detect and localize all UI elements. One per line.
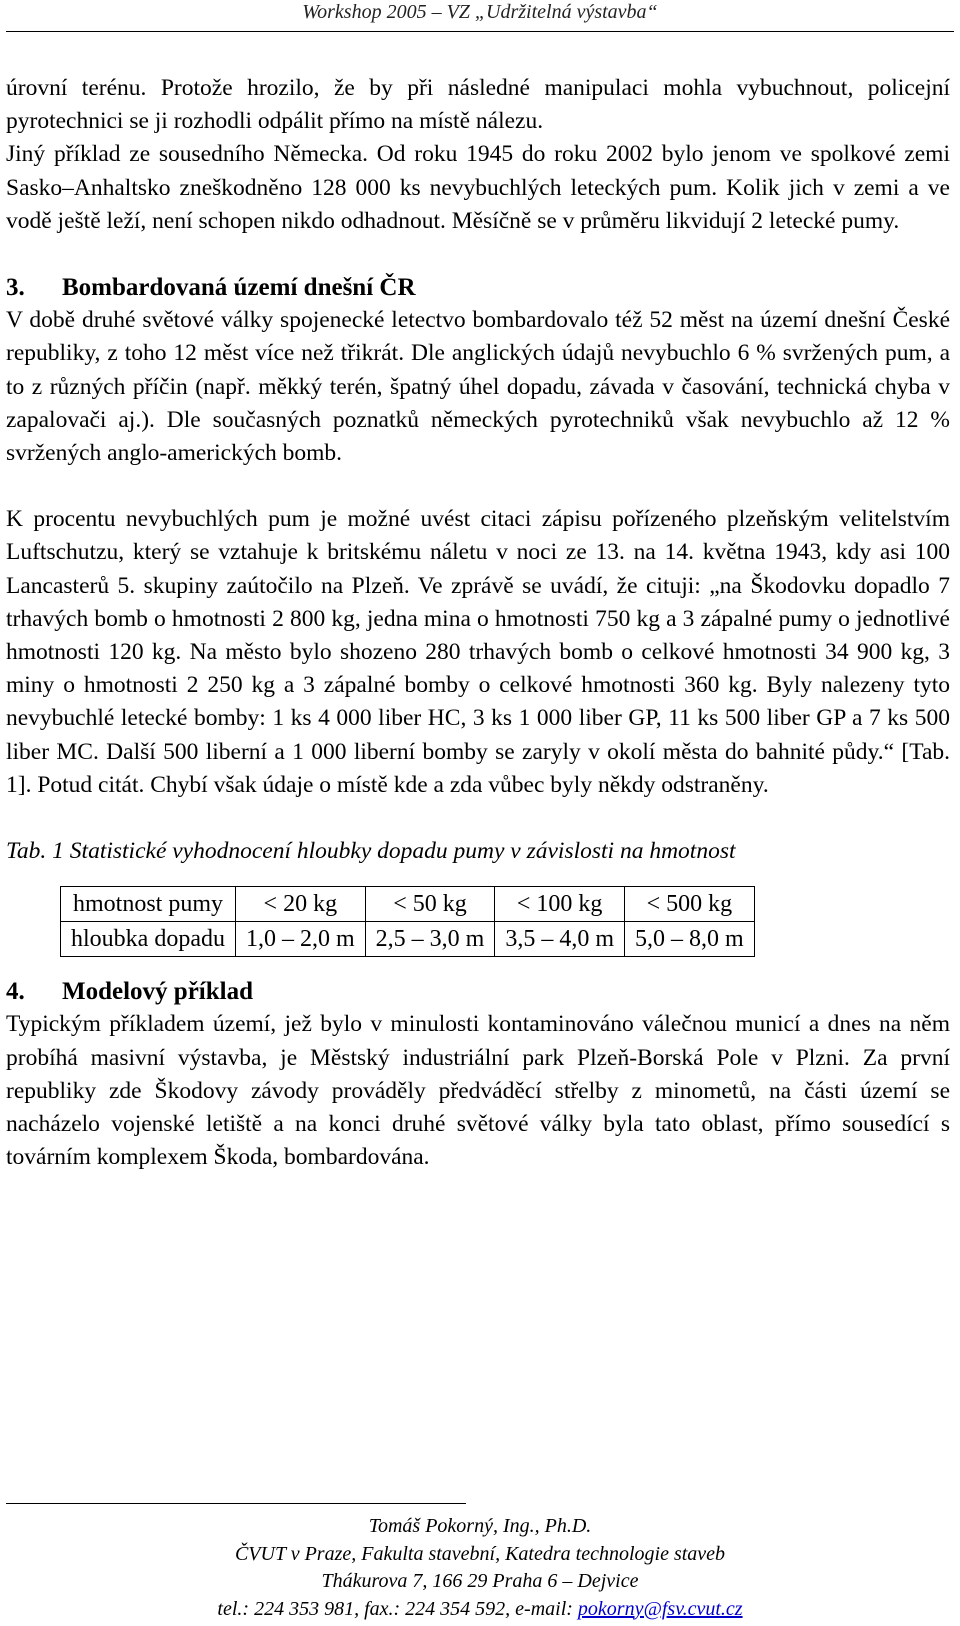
- section-4-title: Modelový příklad: [62, 978, 253, 1006]
- section-3-heading: [6, 271, 950, 304]
- impact-depth-table: [60, 886, 755, 957]
- table-row: [61, 887, 755, 922]
- table-cell: hloubka dopadu: [61, 922, 236, 957]
- header-rule: [6, 31, 954, 32]
- table-cell: < 500 kg: [625, 887, 755, 922]
- running-header: Workshop 2005 – VZ „Udržitelná výstavba“: [302, 1, 658, 23]
- email-link[interactable]: pokorny@fsv.cvut.cz: [577, 1597, 743, 1620]
- table-cell: < 100 kg: [495, 887, 625, 922]
- footer-contact-text: tel.: 224 353 981, fax.: 224 354 592, e-mail:: [217, 1597, 578, 1620]
- table-cell: 1,0 – 2,0 m: [235, 922, 365, 957]
- table-cell: < 20 kg: [235, 887, 365, 922]
- section-3-number: 3.: [6, 274, 25, 302]
- paragraph-germany: Jiný příklad ze sousedního Německa. Od roku 1945 do roku 2002 bylo jenom ve spolkové zemi Sasko–Anhaltsko zneškodněno 128 000 ks nevybuchlých leteckých pum. Kolik jich v zemi a ve vodě ještě leží, není schopen nikdo odhadnout. Měsíčně se v průměru likvidují 2 letecké pumy.: [6, 141, 950, 234]
- table-cell: hmotnost pumy: [61, 887, 236, 922]
- body-text: [6, 72, 950, 1174]
- spacer: [6, 802, 950, 835]
- footer-author: Tomáš Pokorný, Ing., Ph.D.: [368, 1515, 592, 1537]
- footer-affiliation: ČVUT v Praze, Fakulta stavební, Katedra technologie staveb: [234, 1542, 726, 1565]
- section-3-paragraph-2: K procentu nevybuchlých pum je možné uvést citaci zápisu pořízeného plzeňským velitelstvím Luftschutzu, který se vztahuje k britskému náletu v noci ze 13. na 14. května 1943, kdy asi 100 Lancasterů 5. skupiny zaútočilo na Plzeň. Ve zprávě se uvádí, že cituji: „na Škodovku dopadlo 7 trhavých bomb o hmotnosti 2 800 kg, jedna mina o hmotnosti 750 kg a 3 zápalné pumy o jednotlivé hmotnosti 120 kg. Na město bylo shozeno 280 trhavých bomb o celkové hmotnosti 34 900 kg, 3 miny o hmotnosti 2 250 kg a 3 zápalné bomby o celkové hmotnosti 360 kg. Byly nalezeny tyto nevybuchlé letecké bomby: 1 ks 4 000 liber HC, 3 ks 1 000 liber GP, 11 ks 500 liber GP a 7 ks 500 liber MC. Další 500 liberní a 1 000 liberní bomby se zaryly v okolí města do bahnité půdy.“ [Tab. 1]. Potud citát. Chybí však údaje o místě kde a zda vůbec byly někdy odstraněny.: [6, 506, 950, 798]
- table-caption: Tab. 1 Statistické vyhodnocení hloubky dopadu pumy v závislosti na hmotnost: [6, 838, 736, 865]
- table-cell: 5,0 – 8,0 m: [625, 922, 755, 957]
- table-cell: 3,5 – 4,0 m: [495, 922, 625, 957]
- table-row: [61, 922, 755, 957]
- section-3-title: Bombardovaná území dnešní ČR: [62, 274, 416, 302]
- footer-rule: [6, 1503, 466, 1504]
- spacer: [6, 470, 950, 503]
- footer-address: Thákurova 7, 166 29 Praha 6 – Dejvice: [321, 1570, 639, 1592]
- paragraph-intro: úrovní terénu. Protože hrozilo, že by při následné manipulaci mohla vybuchnout, policejní pyrotechnici se ji rozhodli odpálit přímo na místě nálezu.: [6, 75, 950, 135]
- table-cell: 2,5 – 3,0 m: [365, 922, 495, 957]
- section-4-heading: [6, 975, 950, 1008]
- section-4-number: 4.: [6, 978, 25, 1006]
- section-4-paragraph-1: Typickým příkladem území, jež bylo v minulosti kontaminováno válečnou municí a dnes na něm probíhá masivní výstavba, je Městský industriální park Plzeň-Borská Pole v Plzni. Za první republiky zde Škodovy závody prováděly předváděcí střelby z minometů, na části území se nacházelo vojenské letiště a na konci druhé světové války byla tato oblast, přímo sousedící s továrním komplexem Škoda, bombardována.: [6, 1011, 950, 1171]
- section-3-paragraph-1: V době druhé světové války spojenecké letectvo bombardovalo též 52 měst na území dnešní České republiky, z toho 12 měst více než třikrát. Dle anglických údajů nevybuchlo 6 % svržených pum, a to z různých příčin (např. měkký terén, špatný úhel dopadu, závada v časování, technická chyba v zapalovači aj.). Dle současných poznatků německých pyrotechniků však nevybuchlo až 12 % svržených anglo-amerických bomb.: [6, 307, 950, 467]
- footer: [0, 1513, 960, 1623]
- spacer: [6, 238, 950, 271]
- footer-contact: [0, 1596, 960, 1624]
- table-cell: < 50 kg: [365, 887, 495, 922]
